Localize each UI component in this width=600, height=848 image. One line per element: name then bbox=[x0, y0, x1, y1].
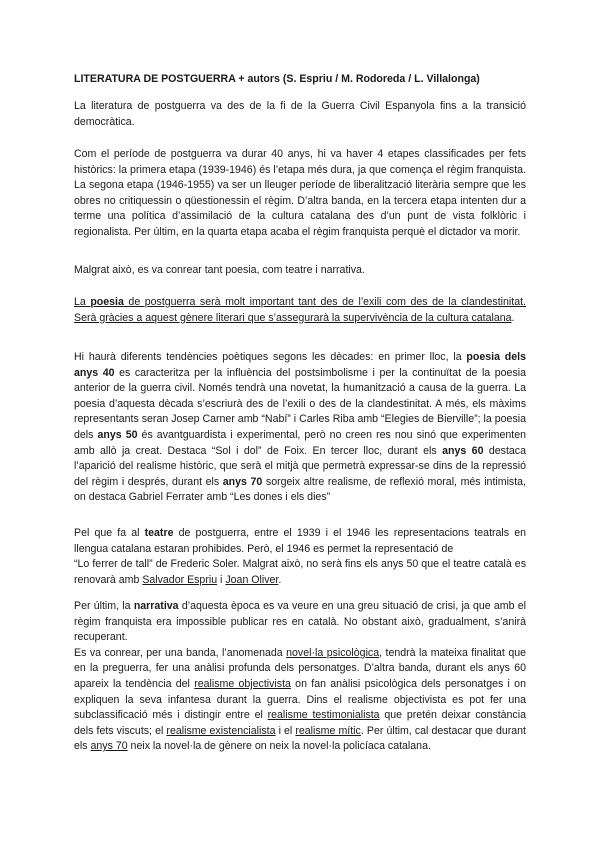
term-anys-70: anys 70 bbox=[90, 740, 128, 753]
document-title: LITERATURA DE POSTGUERRA + autors (S. Espriu / M. Rodoreda / L. Villalonga) bbox=[74, 73, 480, 85]
term-novella-psicologica: novel·la psicològica bbox=[286, 646, 380, 659]
paragraph-poetry-intro bbox=[74, 295, 526, 326]
keyword-poesia: poesia bbox=[90, 296, 124, 308]
term-realisme-existencialista: realisme existencialista bbox=[166, 724, 276, 737]
text-run: . Per últim, cal destacar que durant els bbox=[74, 724, 526, 753]
keyword-anys-50: anys 50 bbox=[97, 428, 138, 441]
keyword-narrativa: narrativa bbox=[133, 600, 179, 612]
keyword-teatre: teatre bbox=[144, 527, 174, 539]
paragraph-intro: La literatura de postguerra va des de la fi de la Guerra Civil Espanyola fins a la transició democràtica. bbox=[74, 100, 526, 128]
text-run: . bbox=[511, 311, 515, 324]
text-run: d’aquesta època es va veure en una greu situació de crisi, ja que amb el règim franquista era impossible publicar res en català. No obstant això, gradualment, s’anirà recuperant. bbox=[74, 600, 526, 644]
text-run: destaca l’aparició del realisme històric, que serà el mitjà que permetrà expressar-se dins de la repressió del règim i després, durant els bbox=[74, 444, 526, 488]
text-run: de postguerra, entre el 1939 i el 1946 les representacions teatrals en llengua catalana estaran prohibides. Però, el 1946 es permet la representació de bbox=[74, 527, 527, 555]
underlined-text: de postguerra serà molt important tant des de l’exili com des de la clandestinitat. Serà gràcies a aquest gènere literari que s’assegurarà la supervivència de la cultura catalana bbox=[74, 296, 526, 324]
author-joan-oliver: Joan Oliver bbox=[225, 573, 279, 586]
text-run: i bbox=[217, 573, 226, 586]
keyword-anys-70: anys 70 bbox=[222, 475, 263, 488]
term-realisme-mitic: realisme mític bbox=[295, 724, 361, 737]
text-run: i el bbox=[275, 724, 296, 737]
paragraph-poetry-decades bbox=[74, 350, 526, 506]
keyword-anys-60: anys 60 bbox=[442, 444, 484, 457]
term-realisme-testimonialista: realisme testimonialista bbox=[267, 709, 380, 722]
text-run: que pretén deixar constància dels fets viscuts; el bbox=[74, 709, 526, 737]
paragraph-narrative bbox=[74, 599, 526, 755]
text-run: . bbox=[278, 573, 282, 586]
paragraph-stages: Com el període de postguerra va durar 40 anys, hi va haver 4 etapes classificades per fets històrics: la primera etapa (1939-1946) és l’etapa més dura, ja que comença el règim franquista. La segona etapa (1946-1955) va ser un lleuger període de liberalització literària sempre que les obres no critiquessin o qüestionessin el règim. D’altra banda, en la tercera etapa intenten dur a terme una política d’assimilació de la cultura catalana des d’un punt de vista folklòric i regionalista. Per últim, en la quarta etapa acaba el règim franquista perquè el dictador va morir. bbox=[74, 148, 526, 238]
underlined-text: La bbox=[74, 296, 91, 308]
text-run: Es va conrear, per una banda, l’anomenada bbox=[74, 646, 287, 659]
text-run: és avantguardista i experimental, però no creen res nou sinó que experimenten amb allò ja creat. Destaca “Sol i dol” de Foix. En tercer lloc, durant els bbox=[74, 428, 526, 457]
paragraph-genres: Malgrat això, es va conrear tant poesia, com teatre i narrativa. bbox=[74, 264, 365, 276]
text-run: sorgeix altre realisme, de reflexió moral, més intimista, on destaca Gabriel Ferrater amb “Les dones i els dies” bbox=[74, 475, 526, 504]
paragraph-theatre bbox=[74, 526, 526, 588]
term-realisme-objectivista: realisme objectivista bbox=[194, 677, 291, 690]
text-run: neix la novel·la de gènere on neix la novel·la policíaca catalana. bbox=[127, 740, 431, 753]
keyword-poesia-anys-40: poesia dels anys 40 bbox=[74, 351, 526, 379]
text-run: Hi haurà diferents tendències poètiques segons les dècades: en primer lloc, la bbox=[74, 351, 467, 363]
text-run: es caracteritza per la influència del postsimbolisme i per la continuïtat de la poesia anterior de la guerra civil. Només tendrà una novetat, la humanització a causa de la guerra. La poesia d’aquesta dècada s’escriurà des de l’exili o des de la clandestinitat. A més, els màxims representants seran Josep Carner amb “Nabí” i Carles Riba amb “Elegies de Bierville”; la poesia dels bbox=[74, 366, 526, 441]
text-run: Per últim, la bbox=[74, 600, 134, 612]
text-run: “Lo ferrer de tall” de Frederic Soler. Malgrat això, no serà fins els anys 50 que el teatre català es renovarà amb bbox=[74, 558, 526, 586]
text-run: , tendrà la mateixa finalitat que en la preguerra, fer una anàlisi profunda dels personatges. D’altra banda, durant els anys 60 apareix la tendència del bbox=[74, 646, 527, 690]
author-salvador-espriu: Salvador Espriu bbox=[142, 573, 218, 586]
text-run: on fan anàlisi psicològica dels personatges i on expliquen la seva infantesa durant la guerra. Dins el realisme objectivista es pot fer una subclassificació més i distingir entre el bbox=[74, 677, 526, 722]
text-run: Pel que fa al bbox=[74, 527, 145, 539]
